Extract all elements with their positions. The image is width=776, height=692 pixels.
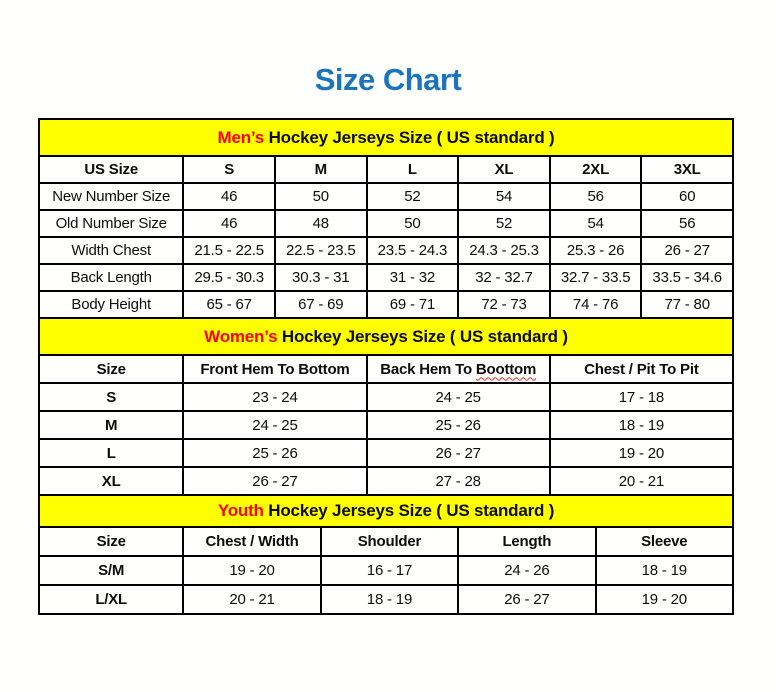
size-cell: 48 — [275, 210, 367, 237]
size-cell: 52 — [367, 183, 459, 210]
womens-size-table — [38, 354, 734, 496]
size-cell: 77 - 80 — [641, 291, 733, 318]
size-cell: 56 — [550, 183, 642, 210]
table-row — [39, 210, 733, 237]
column-header: L — [367, 156, 459, 183]
section-highlight-mens: Men’s — [217, 127, 265, 147]
table-row — [39, 585, 733, 614]
section-title-youth: Hockey Jerseys Size ( US standard ) — [263, 501, 555, 520]
size-cell: 26 - 27 — [183, 467, 366, 495]
size-cell: 23 - 24 — [183, 383, 366, 411]
column-header — [367, 355, 550, 383]
size-cell: 67 - 69 — [275, 291, 367, 318]
size-cell: 26 - 27 — [641, 237, 733, 264]
size-cell: 50 — [275, 183, 367, 210]
size-cell: 33.5 - 34.6 — [641, 264, 733, 291]
column-header: Size — [39, 527, 183, 556]
size-cell: 22.5 - 23.5 — [275, 237, 367, 264]
size-cell: 17 - 18 — [550, 383, 733, 411]
size-cell: 56 — [641, 210, 733, 237]
size-cell: 24 - 25 — [367, 383, 550, 411]
size-cell: 24 - 26 — [458, 556, 595, 585]
row-label: Body Height — [39, 291, 183, 318]
column-header: Chest / Pit To Pit — [550, 355, 733, 383]
size-cell: 25 - 26 — [367, 411, 550, 439]
section-title-womens: Hockey Jerseys Size ( US standard ) — [277, 326, 568, 346]
section-highlight-youth: Youth — [217, 501, 264, 520]
row-label: XL — [39, 467, 183, 495]
size-cell: 46 — [183, 183, 275, 210]
size-cell: 26 - 27 — [458, 585, 595, 614]
size-cell: 46 — [183, 210, 275, 237]
table-row — [39, 183, 733, 210]
size-cell: 60 — [641, 183, 733, 210]
table-row — [39, 383, 733, 411]
size-cell: 31 - 32 — [367, 264, 459, 291]
size-cell: 26 - 27 — [367, 439, 550, 467]
size-cell: 32.7 - 33.5 — [550, 264, 642, 291]
section-highlight-womens: Women’s — [204, 326, 278, 346]
size-cell: 54 — [458, 183, 550, 210]
size-chart — [38, 118, 734, 615]
size-cell: 18 - 19 — [321, 585, 458, 614]
section-header-mens — [38, 118, 734, 157]
row-label: Back Length — [39, 264, 183, 291]
column-header: 3XL — [641, 156, 733, 183]
size-cell: 25 - 26 — [183, 439, 366, 467]
size-cell: 74 - 76 — [550, 291, 642, 318]
row-label: New Number Size — [39, 183, 183, 210]
column-header: Size — [39, 355, 183, 383]
youth-size-table — [38, 526, 734, 615]
size-cell: 65 - 67 — [183, 291, 275, 318]
column-header: US Size — [39, 156, 183, 183]
size-cell: 19 - 20 — [550, 439, 733, 467]
size-cell: 54 — [550, 210, 642, 237]
section-header-womens — [38, 317, 734, 356]
section-header-youth — [38, 494, 734, 528]
row-label: Width Chest — [39, 237, 183, 264]
size-cell: 16 - 17 — [321, 556, 458, 585]
table-row — [39, 291, 733, 318]
header-row — [39, 156, 733, 183]
header-row — [39, 527, 733, 556]
table-row — [39, 556, 733, 585]
size-cell: 18 - 19 — [596, 556, 733, 585]
column-header: M — [275, 156, 367, 183]
size-cell: 25.3 - 26 — [550, 237, 642, 264]
column-header: XL — [458, 156, 550, 183]
row-label: Old Number Size — [39, 210, 183, 237]
size-cell: 29.5 - 30.3 — [183, 264, 275, 291]
column-header: Sleeve — [596, 527, 733, 556]
table-row — [39, 264, 733, 291]
size-cell: 24.3 - 25.3 — [458, 237, 550, 264]
size-cell: 21.5 - 22.5 — [183, 237, 275, 264]
row-label: L/XL — [39, 585, 183, 614]
size-cell: 19 - 20 — [596, 585, 733, 614]
column-header: Length — [458, 527, 595, 556]
size-cell: 69 - 71 — [367, 291, 459, 318]
size-cell: 20 - 21 — [183, 585, 320, 614]
section-title-mens: Hockey Jerseys Size ( US standard ) — [264, 127, 555, 147]
column-header: S — [183, 156, 275, 183]
column-header-text: Back Hem To — [380, 360, 476, 378]
size-cell: 18 - 19 — [550, 411, 733, 439]
row-label: M — [39, 411, 183, 439]
size-cell: 50 — [367, 210, 459, 237]
page-title: Size Chart — [314, 62, 462, 97]
column-header: Chest / Width — [183, 527, 320, 556]
size-cell: 20 - 21 — [550, 467, 733, 495]
table-row — [39, 439, 733, 467]
size-cell: 72 - 73 — [458, 291, 550, 318]
mens-size-table — [38, 155, 734, 319]
size-cell: 32 - 32.7 — [458, 264, 550, 291]
row-label: L — [39, 439, 183, 467]
size-cell: 52 — [458, 210, 550, 237]
size-cell: 30.3 - 31 — [275, 264, 367, 291]
table-row — [39, 411, 733, 439]
size-cell: 23.5 - 24.3 — [367, 237, 459, 264]
column-header: 2XL — [550, 156, 642, 183]
misspelled-word: Boottom — [475, 360, 537, 378]
row-label: S/M — [39, 556, 183, 585]
size-cell: 24 - 25 — [183, 411, 366, 439]
size-cell: 27 - 28 — [367, 467, 550, 495]
header-row — [39, 355, 733, 383]
column-header: Front Hem To Bottom — [183, 355, 366, 383]
size-cell: 19 - 20 — [183, 556, 320, 585]
column-header: Shoulder — [321, 527, 458, 556]
table-row — [39, 467, 733, 495]
table-row — [39, 237, 733, 264]
row-label: S — [39, 383, 183, 411]
